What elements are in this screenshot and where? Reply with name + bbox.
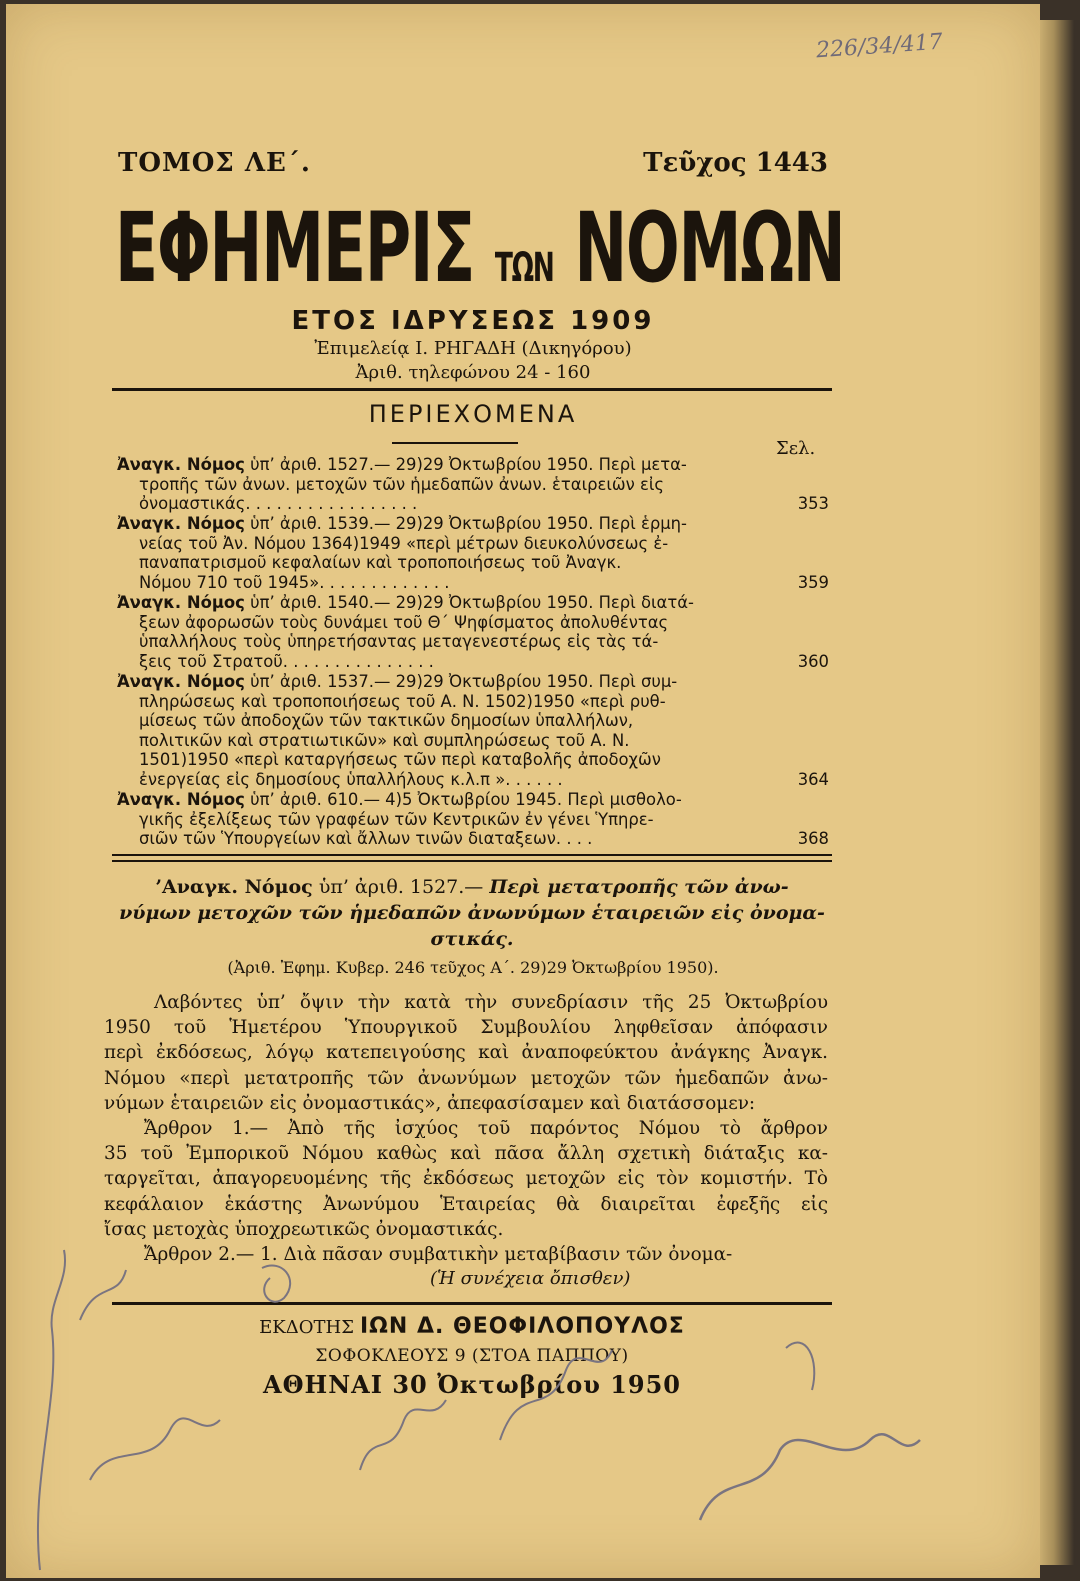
body-line: ἴσας μετοχὰς ὑποχρεωτικῶς ὀνομαστικάς. [104, 1218, 504, 1240]
law-heading [102, 874, 842, 952]
phone-line: Ἀριθ. τηλεφώνου 24 - 160 [355, 362, 591, 383]
contents-entry-text: ὑπ’ ἀριθ. 1539.— 29)29 Ὀκτωβρίου 1950. Περὶ ἑρμη- [250, 514, 687, 533]
contents-entry-lead: Ἀναγκ. Νόμος [117, 790, 245, 809]
contents-entry-line [117, 494, 829, 514]
contents-entry-lead: Ἀναγκ. Νόμος [117, 593, 245, 612]
footer-divider [112, 1302, 832, 1305]
contents-entry-text: ἐνεργείας εἰς δημοσίους ὑπαλλήλους κ.λ.π ». . . . . . [139, 769, 563, 789]
contents-entry-text: ὑπ’ ἀριθ. 1527.— 29)29 Ὀκτωβρίου 1950. Περὶ μετα- [250, 455, 687, 474]
contents-entry-page: 360 [797, 651, 829, 671]
contents-entry-page: 359 [797, 572, 829, 592]
publisher-name: ΙΩΝ Δ. ΘΕΟΦΙΛΟΠΟΥΛΟΣ [359, 1314, 685, 1339]
law-title-line-1: Περὶ μετατροπῆς τῶν ἀνω- [489, 876, 789, 898]
contents-divider-bottom [112, 860, 832, 862]
law-title-line-2: νύμων μετοχῶν τῶν ἡμεδαπῶν ἀνωνύμων ἑταιρειῶν εἰς ὀνομα- [119, 902, 825, 924]
page-column-label: Σελ. [776, 438, 816, 459]
contents-entry-text: ὑπ’ ἀριθ. 1537.— 29)29 Ὀκτωβρίου 1950. Περὶ συμ- [250, 672, 678, 691]
contents-title: ΠΕΡΙΕΧΟΜΕΝΑ [368, 400, 578, 428]
header-divider [112, 388, 832, 391]
contents-entry-text: νείας τοῦ Ἀν. Νόμου 1364)1949 «περὶ μέτρων διευκολύνσεως ἐ- [139, 533, 669, 553]
body-line: κεφάλαιον ἑκάστης Ἀνωνύμου Ἑταιρείας θὰ διαιρεῖται ἐφεξῆς εἰς [104, 1193, 828, 1215]
contents-entry-page: 368 [797, 829, 829, 849]
law-lead: ’Αναγκ. Νόμος [155, 876, 313, 898]
contents-entry-text: 1501)1950 «περὶ καταργήσεως τῶν περὶ καταβολῆς ἀποδοχῶν [139, 750, 661, 770]
publisher-label: ΕΚΔΟΤΗΣ [259, 1317, 354, 1338]
contents-entry-line [117, 750, 829, 770]
contents-entry-lead: Ἀναγκ. Νόμος [117, 514, 245, 533]
contents-entry-line [117, 553, 829, 573]
masthead-part-3: ΝΟΜΩΝ [574, 192, 845, 304]
body-line: ταργεῖται, ἀπαγορευομένης τῆς ἐκδόσεως μετοχῶν εἰς τὸν κομιστήν. Τὸ [104, 1168, 828, 1190]
gazette-reference: (Ἀριθ. Ἐφημ. Κυβερ. 246 τεῦχος Α΄. 29)29 Ὀκτωβρίου 1950). [227, 958, 719, 977]
contents-entry-line [117, 652, 829, 672]
contents-entry-text: Νόμου 710 τοῦ 1945». . . . . . . . . . . . . [139, 572, 450, 592]
contents-entry-line [117, 475, 829, 495]
contents-entry-text: ὑπ’ ἀριθ. 1540.— 29)29 Ὀκτωβρίου 1950. Περὶ διατά- [250, 593, 694, 612]
contents-entry-page: 353 [797, 494, 829, 514]
masthead-part-1: ΕΦΗΜΕΡΙΣ [114, 192, 475, 304]
contents-underline [392, 442, 518, 444]
contents-entry [117, 593, 829, 671]
issue-number: Τεῦχος 1443 [643, 148, 828, 178]
contents-entry [117, 672, 829, 790]
issue-header [118, 148, 828, 184]
contents-entry-lead: Ἀναγκ. Νόμος [117, 672, 245, 691]
body-line: νύμων ἑταιρειῶν εἰς ὀνομαστικάς», ἀπεφασίσαμεν καὶ διατάσσομεν: [104, 1092, 756, 1114]
contents-entry-line [117, 514, 829, 534]
body-line: Λαβόντες ὑπ’ ὄψιν τὴν κατὰ τὴν συνεδρίασιν τῆς 25 Ὀκτωβρίου [154, 992, 828, 1013]
publisher-line [112, 1314, 832, 1339]
contents-entry-text: πληρώσεως καὶ τροποποιήσεως τοῦ Α. Ν. 1502)1950 «περὶ ρυθ- [139, 691, 666, 711]
archive-handwritten-note: 226/34/417 [815, 29, 944, 64]
contents-entry-line [117, 632, 829, 652]
contents-entry-line [117, 613, 829, 633]
contents-entry-line [117, 770, 829, 790]
dateline: ΑΘΗΝΑΙ 30 Ὀκτωβρίου 1950 [262, 1370, 682, 1399]
founded-year: ΕΤΟΣ ΙΔΡΥΣΕΩΣ 1909 [291, 306, 655, 336]
contents-entry-text: μίσεως τῶν ἀποδοχῶν τῶν τακτικῶν δημοσίων ὑπαλλήλων, [139, 711, 634, 731]
contents-entry-line [117, 790, 829, 810]
contents-entry-line [117, 829, 829, 849]
law-body-text [104, 990, 828, 1267]
contents-entry [117, 790, 829, 849]
body-line: 1950 τοῦ Ἡμετέρου Ὑπουργικοῦ Συμβουλίου ληφθεῖσαν ἀπόφασιν [104, 1017, 828, 1039]
volume-label: ΤΟΜΟΣ ΛΕ΄. [118, 148, 311, 178]
contents-entry [117, 455, 829, 514]
contents-entry-line [117, 731, 829, 751]
contents-entry-line [117, 534, 829, 554]
contents-entry-text: ξεις τοῦ Στρατοῦ. . . . . . . . . . . . . . . [139, 651, 434, 671]
body-line: περὶ ἐκδόσεως, λόγῳ κατεπειγούσης καὶ ἀναποφεύκτου ἀνάγκης Ἀναγκ. [104, 1042, 828, 1064]
contents-entry-text: τροπῆς τῶν ἀνων. μετοχῶν τῶν ἡμεδαπῶν ἀνων. ἑταιρειῶν εἰς [139, 474, 665, 494]
contents-entry-text: σιῶν τῶν Ὑπουργείων καὶ ἄλλων τινῶν διαταξεων. . . . [139, 829, 593, 849]
publisher-address: ΣΟΦΟΚΛΕΟΥΣ 9 (ΣΤΟΑ ΠΑΠΠΟΥ) [315, 1346, 629, 1366]
body-line: Ἄρθρον 1.— Ἀπὸ τῆς ἰσχύος τοῦ παρόντος Νόμου τὸ ἄρθρον [144, 1117, 828, 1139]
contents-entry-line [117, 455, 829, 475]
contents-entry-line [117, 810, 829, 830]
contents-entry-text: παναπατρισμοῦ κεφαλαίων καὶ τροποποιήσεως τοῦ Ἀναγκ. [139, 553, 622, 573]
contents-divider-top [112, 854, 832, 856]
contents-entry-text: ὑπαλλήλους τοὺς ὑπηρετήσαντας μεταγενεστέρως εἰς τὰς τά- [139, 632, 659, 652]
contents-entry-lead: Ἀναγκ. Νόμος [117, 455, 245, 474]
page-edge [1040, 20, 1074, 1565]
contents-entry-line [117, 593, 829, 613]
body-line: 35 τοῦ Ἐμπορικοῦ Νόμου καθὼς καὶ πᾶσα ἄλλη σχετικὴ διάταξις κα- [104, 1143, 828, 1165]
contents-entry-text: γικῆς ἐξελίξεως τῶν γραφέων τῶν Κεντρικῶν ἐν γένει Ὑπηρε- [139, 809, 654, 829]
masthead-part-2: ΤΩΝ [494, 245, 554, 291]
contents-entry-line [117, 692, 829, 712]
contents-entry-page: 364 [797, 769, 829, 789]
contents-entry-text: ὀνομαστικάς. . . . . . . . . . . . . . . . . [139, 494, 418, 514]
contents-entry-line [117, 672, 829, 692]
masthead-title [112, 192, 845, 304]
continued-note: (Ἡ συνέχεια ὄπισθεν) [430, 1268, 631, 1289]
law-title-line-3: στικάς. [430, 928, 514, 950]
contents-entry-line [117, 711, 829, 731]
editor-line: Ἐπιμελείᾳ Ι. ΡΗΓΑΔΗ (Δικηγόρου) [314, 338, 632, 359]
law-number: ὑπ’ ἀριθ. 1527.— [318, 876, 484, 898]
body-line: Ἄρθρον 2.— 1. Διὰ πᾶσαν συμβατικὴν μεταβίβασιν τῶν ὀνομα- [144, 1243, 733, 1265]
contents-entry-text: ὑπ’ ἀριθ. 610.— 4)5 Ὀκτωβρίου 1945. Περὶ μισθολο- [250, 790, 682, 809]
contents-entry [117, 514, 829, 592]
body-line: Νόμου «περὶ μετατροπῆς τῶν ἀνωνύμων μετοχῶν τῶν ἡμεδαπῶν ἀνω- [104, 1067, 828, 1089]
contents-entry-line [117, 573, 829, 593]
contents-entry-text: πολιτικῶν καὶ στρατιωτικῶν» καὶ συμπληρώσεως τοῦ Α. Ν. [139, 730, 630, 750]
contents-entry-text: ξεων ἀφορωσῶν τοὺς δυνάμει τοῦ Θ΄ Ψηφίσματος ἀπολυθέντας [139, 612, 669, 632]
